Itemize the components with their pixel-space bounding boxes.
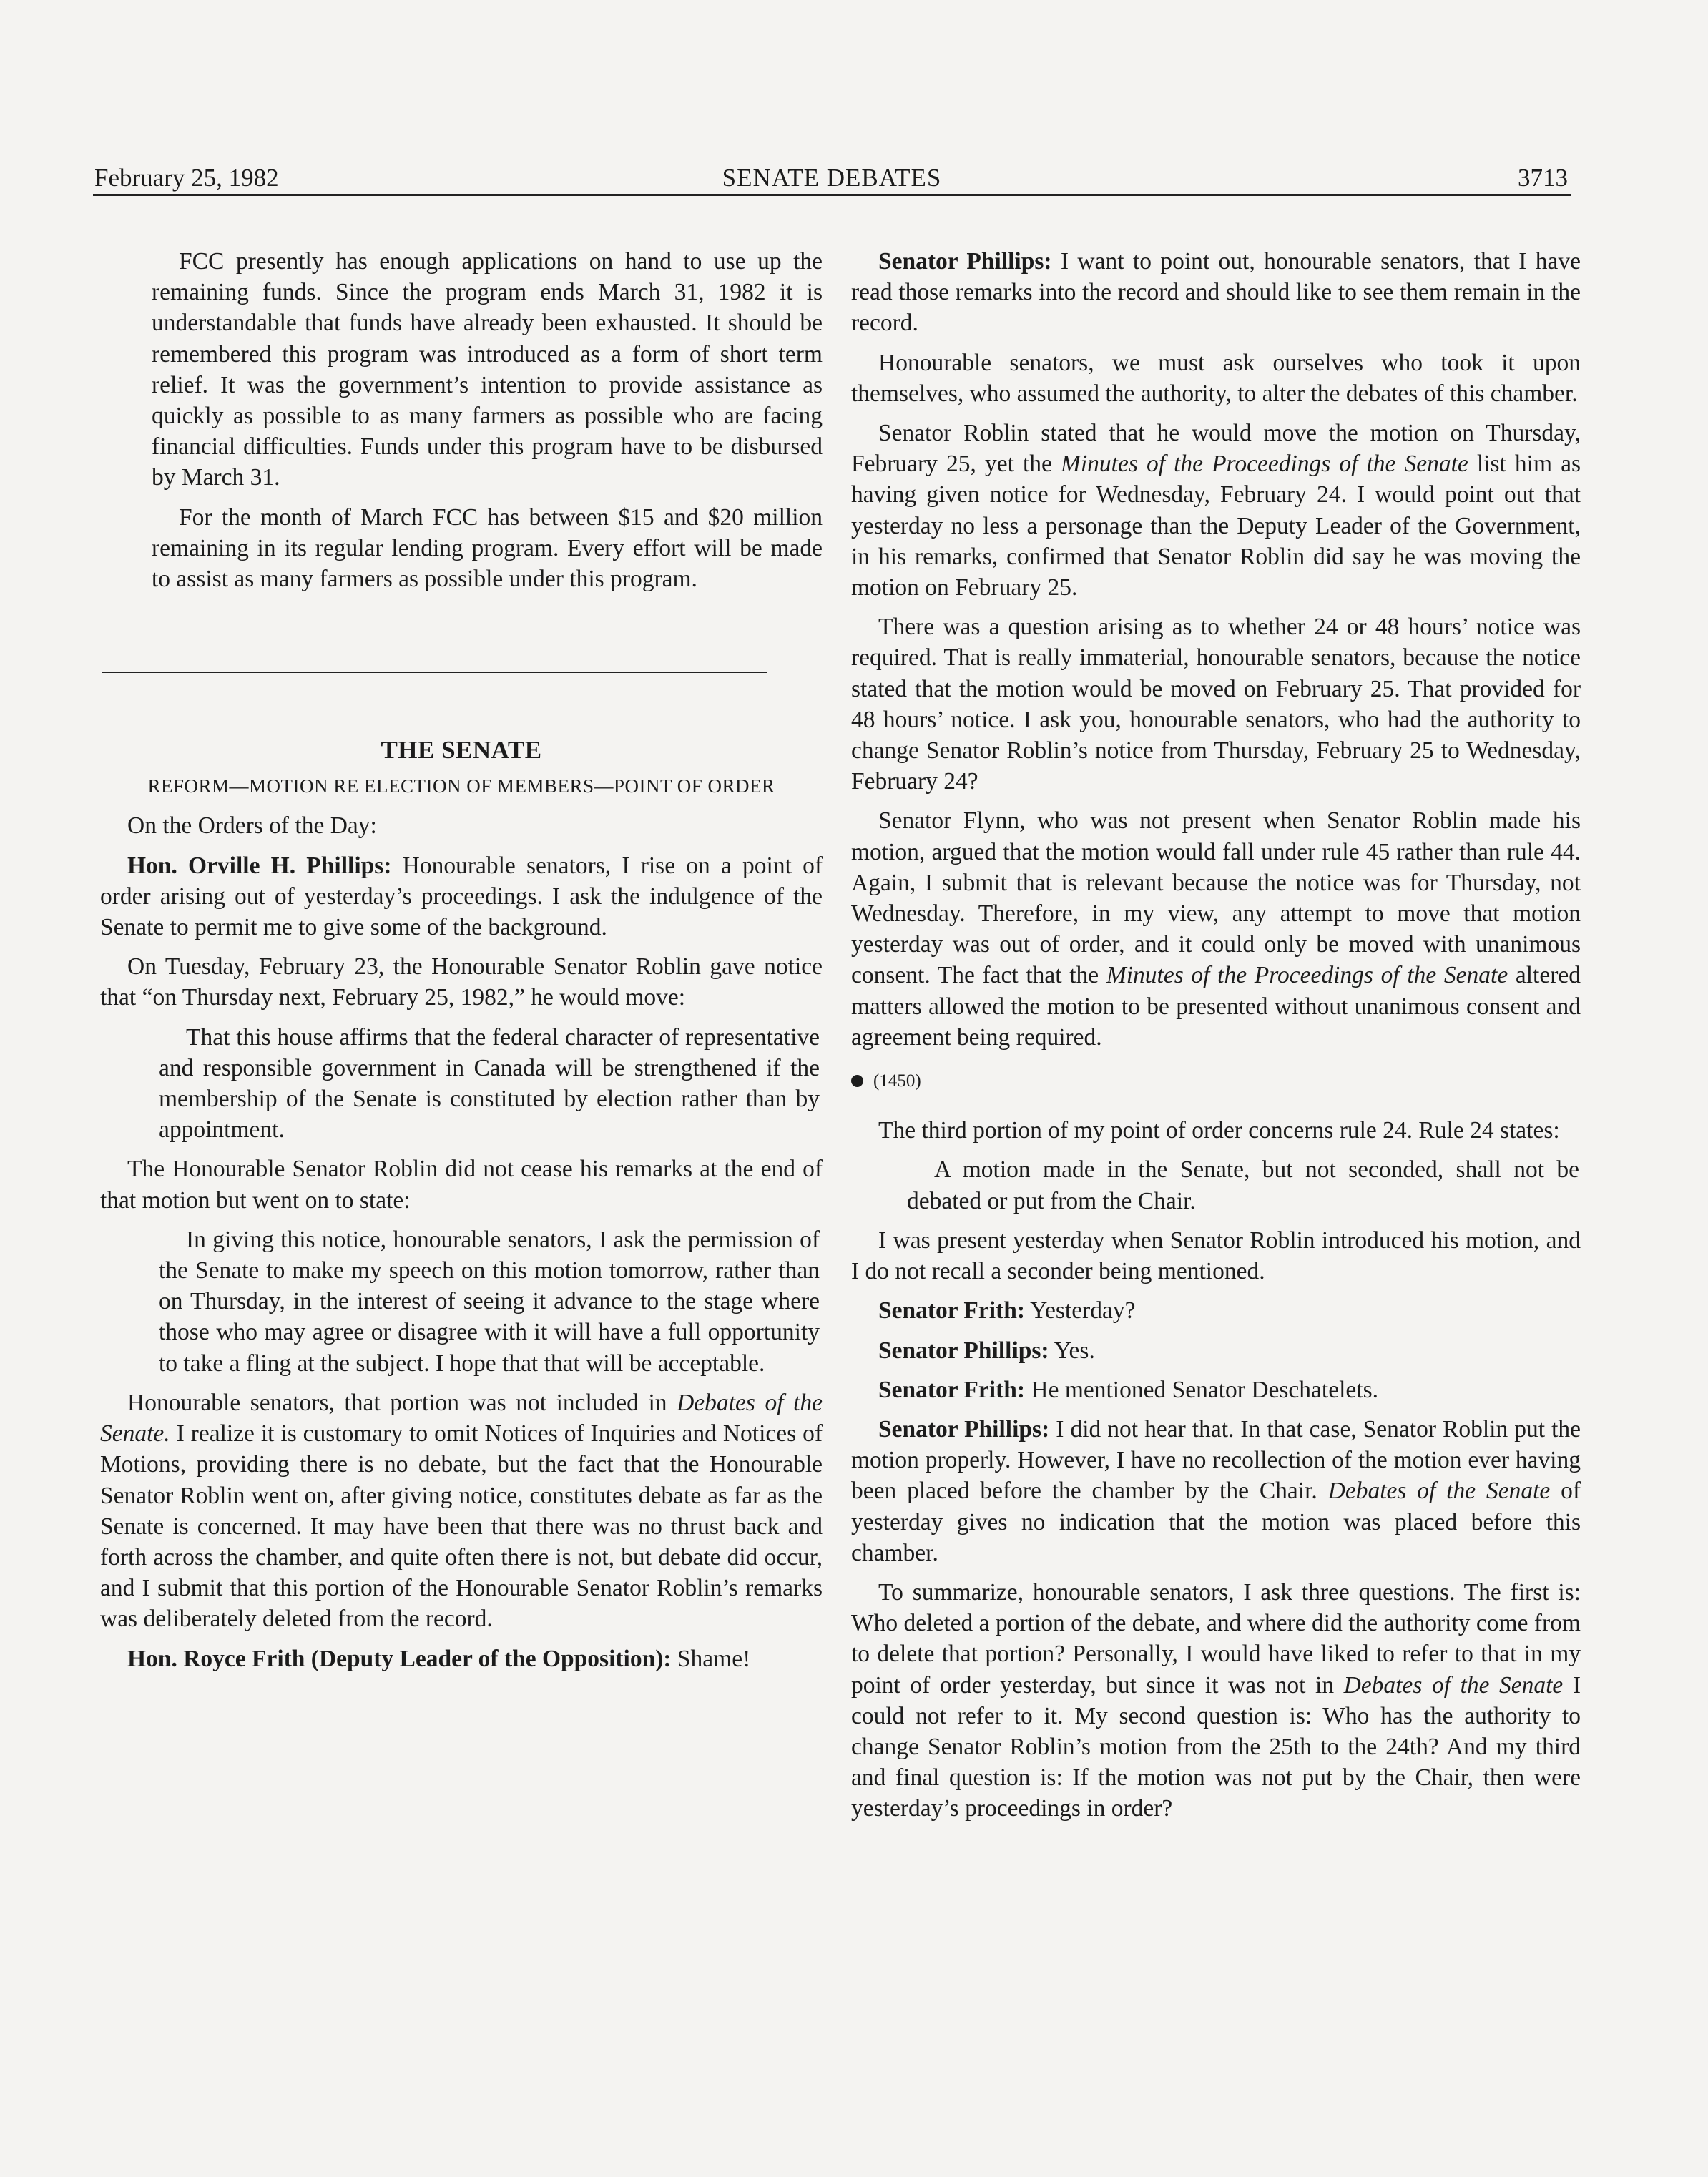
speaker-name: Hon. Orville H. Phillips: xyxy=(127,852,392,879)
speech-paragraph xyxy=(851,1335,1581,1366)
text-run: I did not hear that. In that case, Senator Roblin put the motion properly. However, I have no recollection of the motion ever having been placed before the chamber by the Chair. xyxy=(851,1415,1581,1505)
speech-text: Yes. xyxy=(1054,1337,1095,1364)
section-subtitle: REFORM—MOTION RE ELECTION OF MEMBERS—POINT OF ORDER xyxy=(147,775,775,797)
paragraph xyxy=(851,1577,1581,1824)
publication-title: Debates of the Senate. xyxy=(100,1389,823,1448)
paragraph xyxy=(851,418,1581,603)
time-marker xyxy=(851,1066,1581,1096)
header-date: February 25, 1982 xyxy=(94,164,279,192)
text-run: Senator Flynn, who was not present when Senator Roblin made his motion, argued that the motion would fall under rule 45 rather than rule 44. Again, I submit that is relevant because the notice was for Thursday, not Wednesday. Therefore, in my view, any attempt to move that motion yesterday was out of order, and it could only be moved with unanimous consent. The fact that the xyxy=(851,807,1581,989)
paragraph: The third portion of my point of order concerns rule 24. Rule 24 states: xyxy=(878,1117,1560,1144)
publication-title: Minutes of the Proceedings of the Senate xyxy=(1106,962,1508,989)
speech-text: He mentioned Senator Deschatelets. xyxy=(1031,1376,1378,1403)
paragraph: On the Orders of the Day: xyxy=(127,812,377,840)
publication-title: Minutes of the Proceedings of the Senate xyxy=(1060,451,1468,478)
speech-text: Shame! xyxy=(677,1645,751,1672)
right-column xyxy=(851,246,1581,1833)
publication-title: Debates of the Senate xyxy=(1343,1671,1564,1699)
bullet-icon xyxy=(851,1075,863,1087)
speech-text: Honourable senators, I rise on a point of order arising out of yesterday’s proceedings. I ask the indulgence of the Senate to permit me to give some of the background. xyxy=(100,852,823,941)
paragraph: FCC presently has enough applications on hand to use up the remaining funds. Since the program ends March 31, 1982 it is understandable that funds have already been exhausted. It should be remembered this program was introduced as a form of short term relief. It was the government’s intention to provide assistance as quickly as possible to as many farmers as possible who are facing financial difficulties. Funds under this program have to be disbursed by March 31. xyxy=(152,248,823,491)
text-run: Honourable senators, that portion was not included in xyxy=(127,1389,677,1416)
time-stamp: (1450) xyxy=(873,1071,921,1091)
speech-paragraph xyxy=(851,1295,1581,1326)
speech-paragraph xyxy=(851,246,1581,339)
quote-text: That this house affirms that the federal character of representative and responsible government in Canada will be strengthened if the membership of the Senate is constituted by election rather than by appointment. xyxy=(159,1023,820,1144)
text-run: of yesterday gives no indication that the motion was placed before this chamber. xyxy=(851,1478,1581,1566)
left-column xyxy=(100,246,823,1683)
text-run: Senator Roblin stated that he would move the motion on Thursday, February 25, yet the xyxy=(851,420,1581,478)
text-run: list him as having given notice for Wednesday, February 24. I would point out that yesterday no less a personage than the Deputy Leader of the Government, in his remarks, confirmed that Senator Roblin did say he was moving the motion on February 25. xyxy=(851,451,1581,601)
speaker-name: Senator Phillips: xyxy=(878,1415,1050,1443)
publication-title: Debates of the Senate xyxy=(1327,1478,1551,1505)
speech-paragraph xyxy=(100,850,823,943)
paragraph: There was a question arising as to whether 24 or 48 hours’ notice was required. That is really immaterial, honourable senators, because the notice stated that the motion would be moved on February 25. That provided for 48 hours’ notice. I ask you, honourable senators, who had the authority to change Senator Roblin’s notice from Thursday, February 25 to Wednesday, February 24? xyxy=(851,614,1581,795)
text-run: I realize it is customary to omit Notices of Inquiries and Notices of Motions, providing there is no debate, but the fact that the Honourable Senator Roblin went on, after giving notice, constitutes debate as far as the Senate is concerned. It may have been that there was no thrust back and forth across the chamber, and quite often there is not, but debate did occur, and I submit that this portion of the Honourable Senator Roblin’s remarks was deliberately deleted from the record. xyxy=(100,1420,823,1633)
block-quote xyxy=(907,1154,1579,1216)
paragraph xyxy=(851,805,1581,1053)
quote-text: A motion made in the Senate, but not seconded, shall not be debated or put from the Chair. xyxy=(907,1156,1579,1214)
speech-text: Yesterday? xyxy=(1030,1297,1136,1325)
paragraph xyxy=(100,1387,823,1635)
page-number: 3713 xyxy=(1518,164,1568,192)
speech-paragraph xyxy=(851,1375,1581,1405)
section-divider xyxy=(102,672,767,673)
paragraph: The Honourable Senator Roblin did not cease his remarks at the end of that motion but went on to state: xyxy=(100,1156,823,1214)
speaker-name: Senator Phillips: xyxy=(878,1337,1049,1364)
paragraph: I was present yesterday when Senator Roblin introduced his motion, and I do not recall a seconder being mentioned. xyxy=(851,1227,1581,1285)
speaker-name: Senator Frith: xyxy=(878,1376,1026,1403)
text-run: altered matters allowed the motion to be presented without unanimous consent and agreement being required. xyxy=(851,962,1581,1051)
quote-text: In giving this notice, honourable senators, I ask the permission of the Senate to make my speech on this motion tomorrow, rather than on Thursday, in the interest of seeing it advance to the stage where those who may agree or disagree with it will have a full opportunity to take a fling at the subject. I hope that that will be acceptable. xyxy=(159,1226,820,1377)
text-run: I could not refer to it. My second question is: Who has the authority to change Senator Roblin’s motion from the 25th to the 24th? And my third and final question is: If the motion was not put by the Chair, then were yesterday’s proceedings in order? xyxy=(851,1671,1581,1822)
header-title: SENATE DEBATES xyxy=(722,164,942,192)
block-quote xyxy=(159,1224,820,1379)
speech-paragraph xyxy=(851,1414,1581,1568)
speech-text: I want to point out, honourable senators, that I have read those remarks into the record and should like to see them remain in the record. xyxy=(851,248,1581,337)
paragraph: On Tuesday, February 23, the Honourable Senator Roblin gave notice that “on Thursday next, February 25, 1982,” he would move: xyxy=(100,953,823,1011)
section-title: THE SENATE xyxy=(381,736,542,765)
speaker-name: Hon. Royce Frith (Deputy Leader of the Opposition): xyxy=(127,1645,672,1672)
running-head xyxy=(93,161,1571,196)
speech-paragraph xyxy=(100,1643,823,1674)
paragraph: Honourable senators, we must ask ourselves who took it upon themselves, who assumed the authority, to alter the debates of this chamber. xyxy=(851,349,1581,407)
paragraph: For the month of March FCC has between $15 and $20 million remaining in its regular lending program. Every effort will be made to assist as many farmers as possible under this program. xyxy=(152,503,823,593)
speaker-name: Senator Frith: xyxy=(878,1297,1026,1325)
speaker-name: Senator Phillips: xyxy=(878,248,1052,275)
block-quote xyxy=(159,1022,820,1146)
letter-excerpt xyxy=(152,246,823,594)
text-run: To summarize, honourable senators, I ask three questions. The first is: Who deleted a portion of the debate, and where did the authority come from to delete that portion? Personally, I would have liked to refer to that in my point of order yesterday, but since it was not in xyxy=(851,1578,1581,1699)
